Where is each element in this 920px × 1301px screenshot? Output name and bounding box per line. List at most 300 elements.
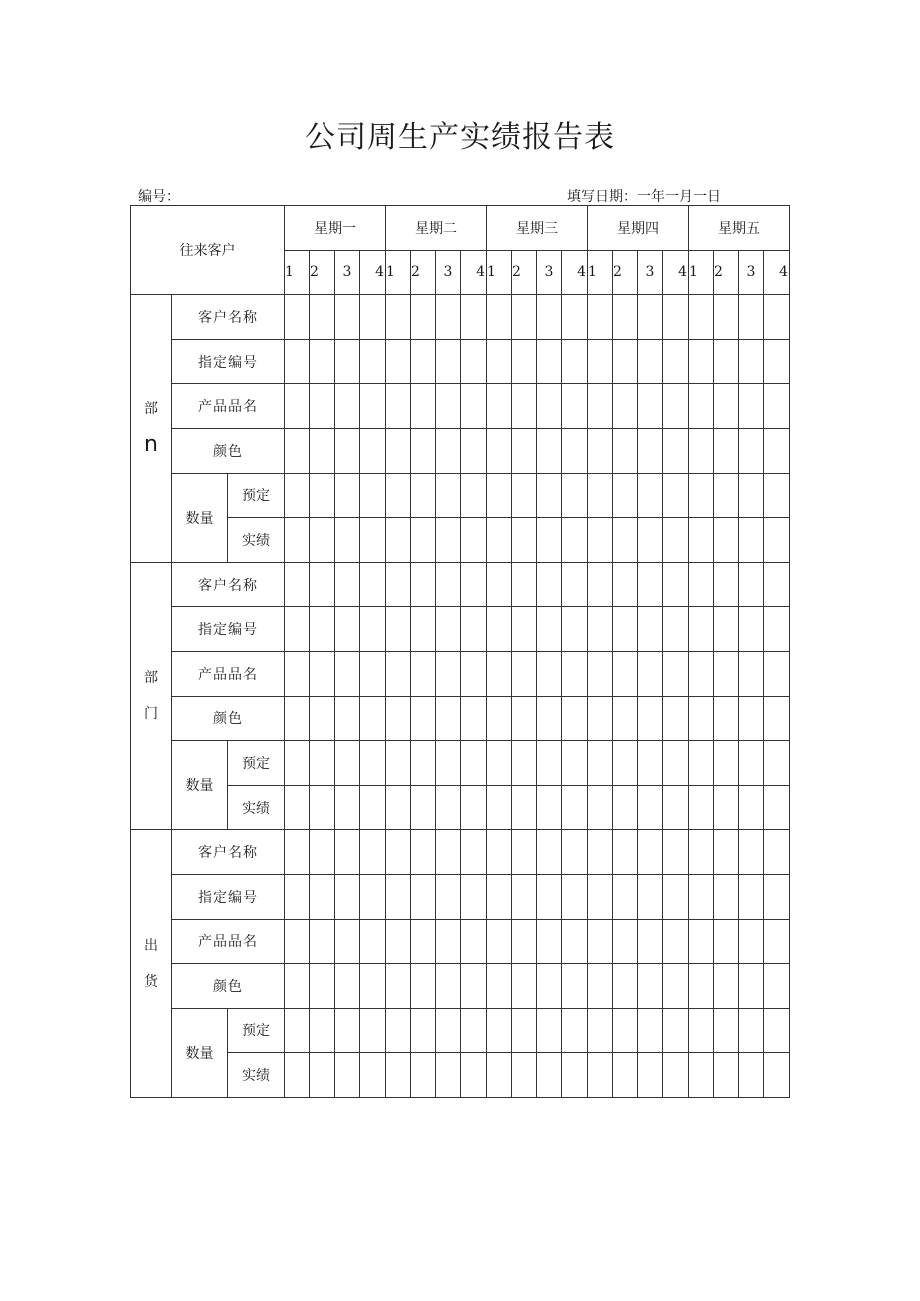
data-cell[interactable] <box>386 473 411 518</box>
data-cell[interactable] <box>739 607 764 652</box>
data-cell[interactable] <box>739 696 764 741</box>
data-cell[interactable] <box>436 696 461 741</box>
data-cell[interactable] <box>386 384 411 429</box>
data-cell[interactable] <box>310 1053 335 1098</box>
data-cell[interactable] <box>436 830 461 875</box>
data-cell[interactable] <box>638 518 663 563</box>
data-cell[interactable] <box>461 651 487 696</box>
data-cell[interactable] <box>537 874 562 919</box>
data-cell[interactable] <box>360 1053 386 1098</box>
data-cell[interactable] <box>335 428 360 473</box>
data-cell[interactable] <box>537 607 562 652</box>
data-cell[interactable] <box>588 1053 613 1098</box>
data-cell[interactable] <box>386 785 411 830</box>
data-cell[interactable] <box>764 1053 790 1098</box>
data-cell[interactable] <box>537 1053 562 1098</box>
data-cell[interactable] <box>714 473 739 518</box>
data-cell[interactable] <box>386 696 411 741</box>
data-cell[interactable] <box>764 830 790 875</box>
data-cell[interactable] <box>562 384 588 429</box>
data-cell[interactable] <box>588 964 613 1009</box>
data-cell[interactable] <box>588 384 613 429</box>
data-cell[interactable] <box>588 339 613 384</box>
data-cell[interactable] <box>411 830 436 875</box>
data-cell[interactable] <box>638 964 663 1009</box>
data-cell[interactable] <box>714 562 739 607</box>
data-cell[interactable] <box>689 964 714 1009</box>
data-cell[interactable] <box>613 518 638 563</box>
data-cell[interactable] <box>613 384 638 429</box>
data-cell[interactable] <box>764 295 790 340</box>
data-cell[interactable] <box>537 428 562 473</box>
data-cell[interactable] <box>663 1008 689 1053</box>
data-cell[interactable] <box>335 874 360 919</box>
data-cell[interactable] <box>335 830 360 875</box>
data-cell[interactable] <box>335 785 360 830</box>
data-cell[interactable] <box>764 964 790 1009</box>
data-cell[interactable] <box>689 874 714 919</box>
data-cell[interactable] <box>739 830 764 875</box>
data-cell[interactable] <box>411 919 436 964</box>
data-cell[interactable] <box>689 384 714 429</box>
data-cell[interactable] <box>537 384 562 429</box>
data-cell[interactable] <box>739 295 764 340</box>
data-cell[interactable] <box>411 874 436 919</box>
data-cell[interactable] <box>562 830 588 875</box>
data-cell[interactable] <box>764 607 790 652</box>
data-cell[interactable] <box>537 919 562 964</box>
data-cell[interactable] <box>689 295 714 340</box>
data-cell[interactable] <box>285 384 310 429</box>
data-cell[interactable] <box>285 651 310 696</box>
data-cell[interactable] <box>588 919 613 964</box>
data-cell[interactable] <box>335 1053 360 1098</box>
data-cell[interactable] <box>335 562 360 607</box>
data-cell[interactable] <box>537 741 562 786</box>
data-cell[interactable] <box>714 741 739 786</box>
data-cell[interactable] <box>588 607 613 652</box>
data-cell[interactable] <box>512 1008 537 1053</box>
data-cell[interactable] <box>663 1053 689 1098</box>
data-cell[interactable] <box>310 919 335 964</box>
data-cell[interactable] <box>411 295 436 340</box>
data-cell[interactable] <box>285 696 310 741</box>
data-cell[interactable] <box>689 1053 714 1098</box>
data-cell[interactable] <box>613 874 638 919</box>
data-cell[interactable] <box>310 295 335 340</box>
data-cell[interactable] <box>537 518 562 563</box>
data-cell[interactable] <box>613 428 638 473</box>
data-cell[interactable] <box>764 384 790 429</box>
data-cell[interactable] <box>562 964 588 1009</box>
data-cell[interactable] <box>461 1053 487 1098</box>
data-cell[interactable] <box>360 830 386 875</box>
data-cell[interactable] <box>739 428 764 473</box>
data-cell[interactable] <box>285 607 310 652</box>
data-cell[interactable] <box>360 785 386 830</box>
data-cell[interactable] <box>411 696 436 741</box>
data-cell[interactable] <box>386 651 411 696</box>
data-cell[interactable] <box>285 1053 310 1098</box>
data-cell[interactable] <box>285 741 310 786</box>
data-cell[interactable] <box>487 473 512 518</box>
data-cell[interactable] <box>310 339 335 384</box>
data-cell[interactable] <box>310 607 335 652</box>
data-cell[interactable] <box>461 964 487 1009</box>
data-cell[interactable] <box>285 874 310 919</box>
data-cell[interactable] <box>360 919 386 964</box>
data-cell[interactable] <box>436 874 461 919</box>
data-cell[interactable] <box>512 741 537 786</box>
data-cell[interactable] <box>663 696 689 741</box>
data-cell[interactable] <box>461 428 487 473</box>
data-cell[interactable] <box>613 1008 638 1053</box>
data-cell[interactable] <box>386 607 411 652</box>
data-cell[interactable] <box>411 518 436 563</box>
data-cell[interactable] <box>588 874 613 919</box>
data-cell[interactable] <box>689 607 714 652</box>
data-cell[interactable] <box>613 607 638 652</box>
data-cell[interactable] <box>714 384 739 429</box>
data-cell[interactable] <box>310 696 335 741</box>
data-cell[interactable] <box>638 1008 663 1053</box>
data-cell[interactable] <box>411 607 436 652</box>
data-cell[interactable] <box>689 919 714 964</box>
data-cell[interactable] <box>360 1008 386 1053</box>
data-cell[interactable] <box>360 339 386 384</box>
data-cell[interactable] <box>461 339 487 384</box>
data-cell[interactable] <box>386 964 411 1009</box>
data-cell[interactable] <box>588 830 613 875</box>
data-cell[interactable] <box>310 651 335 696</box>
data-cell[interactable] <box>739 562 764 607</box>
data-cell[interactable] <box>360 562 386 607</box>
data-cell[interactable] <box>310 830 335 875</box>
data-cell[interactable] <box>285 1008 310 1053</box>
data-cell[interactable] <box>588 741 613 786</box>
data-cell[interactable] <box>360 607 386 652</box>
data-cell[interactable] <box>613 830 638 875</box>
data-cell[interactable] <box>360 384 386 429</box>
data-cell[interactable] <box>360 964 386 1009</box>
data-cell[interactable] <box>663 607 689 652</box>
data-cell[interactable] <box>588 473 613 518</box>
data-cell[interactable] <box>562 696 588 741</box>
data-cell[interactable] <box>537 830 562 875</box>
data-cell[interactable] <box>638 384 663 429</box>
data-cell[interactable] <box>512 384 537 429</box>
data-cell[interactable] <box>335 607 360 652</box>
data-cell[interactable] <box>512 339 537 384</box>
data-cell[interactable] <box>739 964 764 1009</box>
data-cell[interactable] <box>436 295 461 340</box>
data-cell[interactable] <box>436 1008 461 1053</box>
data-cell[interactable] <box>285 518 310 563</box>
data-cell[interactable] <box>638 295 663 340</box>
data-cell[interactable] <box>714 696 739 741</box>
data-cell[interactable] <box>663 651 689 696</box>
data-cell[interactable] <box>436 964 461 1009</box>
data-cell[interactable] <box>461 785 487 830</box>
data-cell[interactable] <box>537 473 562 518</box>
data-cell[interactable] <box>285 919 310 964</box>
data-cell[interactable] <box>335 651 360 696</box>
data-cell[interactable] <box>638 607 663 652</box>
data-cell[interactable] <box>461 473 487 518</box>
data-cell[interactable] <box>512 830 537 875</box>
data-cell[interactable] <box>689 651 714 696</box>
data-cell[interactable] <box>689 785 714 830</box>
data-cell[interactable] <box>436 919 461 964</box>
data-cell[interactable] <box>689 339 714 384</box>
data-cell[interactable] <box>487 741 512 786</box>
data-cell[interactable] <box>537 295 562 340</box>
data-cell[interactable] <box>512 785 537 830</box>
data-cell[interactable] <box>386 830 411 875</box>
data-cell[interactable] <box>436 607 461 652</box>
data-cell[interactable] <box>512 696 537 741</box>
data-cell[interactable] <box>386 339 411 384</box>
data-cell[interactable] <box>588 1008 613 1053</box>
data-cell[interactable] <box>537 696 562 741</box>
data-cell[interactable] <box>310 785 335 830</box>
data-cell[interactable] <box>613 339 638 384</box>
data-cell[interactable] <box>487 964 512 1009</box>
data-cell[interactable] <box>285 428 310 473</box>
data-cell[interactable] <box>562 518 588 563</box>
data-cell[interactable] <box>663 339 689 384</box>
data-cell[interactable] <box>487 874 512 919</box>
data-cell[interactable] <box>638 919 663 964</box>
data-cell[interactable] <box>512 295 537 340</box>
data-cell[interactable] <box>714 607 739 652</box>
data-cell[interactable] <box>689 1008 714 1053</box>
data-cell[interactable] <box>461 741 487 786</box>
data-cell[interactable] <box>638 651 663 696</box>
data-cell[interactable] <box>512 473 537 518</box>
data-cell[interactable] <box>764 428 790 473</box>
data-cell[interactable] <box>638 741 663 786</box>
data-cell[interactable] <box>764 1008 790 1053</box>
data-cell[interactable] <box>562 1053 588 1098</box>
data-cell[interactable] <box>487 696 512 741</box>
data-cell[interactable] <box>562 919 588 964</box>
data-cell[interactable] <box>411 339 436 384</box>
data-cell[interactable] <box>537 339 562 384</box>
data-cell[interactable] <box>689 473 714 518</box>
data-cell[interactable] <box>487 562 512 607</box>
data-cell[interactable] <box>714 339 739 384</box>
data-cell[interactable] <box>285 473 310 518</box>
data-cell[interactable] <box>386 295 411 340</box>
data-cell[interactable] <box>436 741 461 786</box>
data-cell[interactable] <box>663 830 689 875</box>
data-cell[interactable] <box>335 295 360 340</box>
data-cell[interactable] <box>588 518 613 563</box>
data-cell[interactable] <box>562 1008 588 1053</box>
data-cell[interactable] <box>411 384 436 429</box>
data-cell[interactable] <box>487 1008 512 1053</box>
data-cell[interactable] <box>360 696 386 741</box>
data-cell[interactable] <box>386 562 411 607</box>
data-cell[interactable] <box>714 428 739 473</box>
data-cell[interactable] <box>638 830 663 875</box>
data-cell[interactable] <box>689 696 714 741</box>
data-cell[interactable] <box>638 473 663 518</box>
data-cell[interactable] <box>386 741 411 786</box>
data-cell[interactable] <box>461 919 487 964</box>
data-cell[interactable] <box>663 518 689 563</box>
data-cell[interactable] <box>436 651 461 696</box>
data-cell[interactable] <box>714 830 739 875</box>
data-cell[interactable] <box>512 919 537 964</box>
data-cell[interactable] <box>689 741 714 786</box>
data-cell[interactable] <box>588 696 613 741</box>
data-cell[interactable] <box>411 964 436 1009</box>
data-cell[interactable] <box>360 741 386 786</box>
data-cell[interactable] <box>285 562 310 607</box>
data-cell[interactable] <box>512 562 537 607</box>
data-cell[interactable] <box>310 473 335 518</box>
data-cell[interactable] <box>461 607 487 652</box>
data-cell[interactable] <box>562 607 588 652</box>
data-cell[interactable] <box>689 830 714 875</box>
data-cell[interactable] <box>461 1008 487 1053</box>
data-cell[interactable] <box>386 919 411 964</box>
data-cell[interactable] <box>764 785 790 830</box>
data-cell[interactable] <box>335 473 360 518</box>
data-cell[interactable] <box>335 518 360 563</box>
data-cell[interactable] <box>663 295 689 340</box>
data-cell[interactable] <box>613 651 638 696</box>
data-cell[interactable] <box>764 473 790 518</box>
data-cell[interactable] <box>739 651 764 696</box>
data-cell[interactable] <box>613 919 638 964</box>
data-cell[interactable] <box>461 830 487 875</box>
data-cell[interactable] <box>663 384 689 429</box>
data-cell[interactable] <box>310 562 335 607</box>
data-cell[interactable] <box>764 741 790 786</box>
data-cell[interactable] <box>512 607 537 652</box>
data-cell[interactable] <box>739 518 764 563</box>
data-cell[interactable] <box>487 428 512 473</box>
data-cell[interactable] <box>638 339 663 384</box>
data-cell[interactable] <box>310 428 335 473</box>
data-cell[interactable] <box>739 384 764 429</box>
data-cell[interactable] <box>537 651 562 696</box>
data-cell[interactable] <box>512 964 537 1009</box>
data-cell[interactable] <box>487 339 512 384</box>
data-cell[interactable] <box>764 874 790 919</box>
data-cell[interactable] <box>739 1053 764 1098</box>
data-cell[interactable] <box>411 428 436 473</box>
data-cell[interactable] <box>512 1053 537 1098</box>
data-cell[interactable] <box>638 562 663 607</box>
data-cell[interactable] <box>739 741 764 786</box>
data-cell[interactable] <box>436 562 461 607</box>
data-cell[interactable] <box>562 428 588 473</box>
data-cell[interactable] <box>663 919 689 964</box>
data-cell[interactable] <box>562 741 588 786</box>
data-cell[interactable] <box>613 473 638 518</box>
data-cell[interactable] <box>663 741 689 786</box>
data-cell[interactable] <box>487 384 512 429</box>
data-cell[interactable] <box>613 295 638 340</box>
data-cell[interactable] <box>764 562 790 607</box>
data-cell[interactable] <box>512 428 537 473</box>
data-cell[interactable] <box>714 785 739 830</box>
data-cell[interactable] <box>689 518 714 563</box>
data-cell[interactable] <box>411 785 436 830</box>
data-cell[interactable] <box>335 1008 360 1053</box>
data-cell[interactable] <box>310 741 335 786</box>
data-cell[interactable] <box>310 874 335 919</box>
data-cell[interactable] <box>360 651 386 696</box>
data-cell[interactable] <box>285 339 310 384</box>
data-cell[interactable] <box>562 785 588 830</box>
data-cell[interactable] <box>461 696 487 741</box>
data-cell[interactable] <box>714 1053 739 1098</box>
data-cell[interactable] <box>461 874 487 919</box>
data-cell[interactable] <box>360 473 386 518</box>
data-cell[interactable] <box>588 785 613 830</box>
data-cell[interactable] <box>386 1008 411 1053</box>
data-cell[interactable] <box>436 428 461 473</box>
data-cell[interactable] <box>764 696 790 741</box>
data-cell[interactable] <box>487 785 512 830</box>
data-cell[interactable] <box>436 785 461 830</box>
data-cell[interactable] <box>386 1053 411 1098</box>
data-cell[interactable] <box>689 428 714 473</box>
data-cell[interactable] <box>613 964 638 1009</box>
data-cell[interactable] <box>487 518 512 563</box>
data-cell[interactable] <box>562 562 588 607</box>
data-cell[interactable] <box>613 696 638 741</box>
data-cell[interactable] <box>588 295 613 340</box>
data-cell[interactable] <box>739 785 764 830</box>
data-cell[interactable] <box>562 295 588 340</box>
data-cell[interactable] <box>588 562 613 607</box>
data-cell[interactable] <box>411 1008 436 1053</box>
data-cell[interactable] <box>613 741 638 786</box>
data-cell[interactable] <box>461 562 487 607</box>
data-cell[interactable] <box>310 518 335 563</box>
data-cell[interactable] <box>663 428 689 473</box>
data-cell[interactable] <box>436 473 461 518</box>
data-cell[interactable] <box>335 696 360 741</box>
data-cell[interactable] <box>487 1053 512 1098</box>
data-cell[interactable] <box>512 651 537 696</box>
data-cell[interactable] <box>335 384 360 429</box>
data-cell[interactable] <box>714 964 739 1009</box>
data-cell[interactable] <box>360 295 386 340</box>
data-cell[interactable] <box>360 874 386 919</box>
data-cell[interactable] <box>537 1008 562 1053</box>
data-cell[interactable] <box>714 1008 739 1053</box>
data-cell[interactable] <box>638 428 663 473</box>
data-cell[interactable] <box>436 518 461 563</box>
data-cell[interactable] <box>588 428 613 473</box>
data-cell[interactable] <box>739 919 764 964</box>
data-cell[interactable] <box>562 473 588 518</box>
data-cell[interactable] <box>310 1008 335 1053</box>
data-cell[interactable] <box>739 874 764 919</box>
data-cell[interactable] <box>764 518 790 563</box>
data-cell[interactable] <box>386 428 411 473</box>
data-cell[interactable] <box>588 651 613 696</box>
data-cell[interactable] <box>663 964 689 1009</box>
data-cell[interactable] <box>411 473 436 518</box>
